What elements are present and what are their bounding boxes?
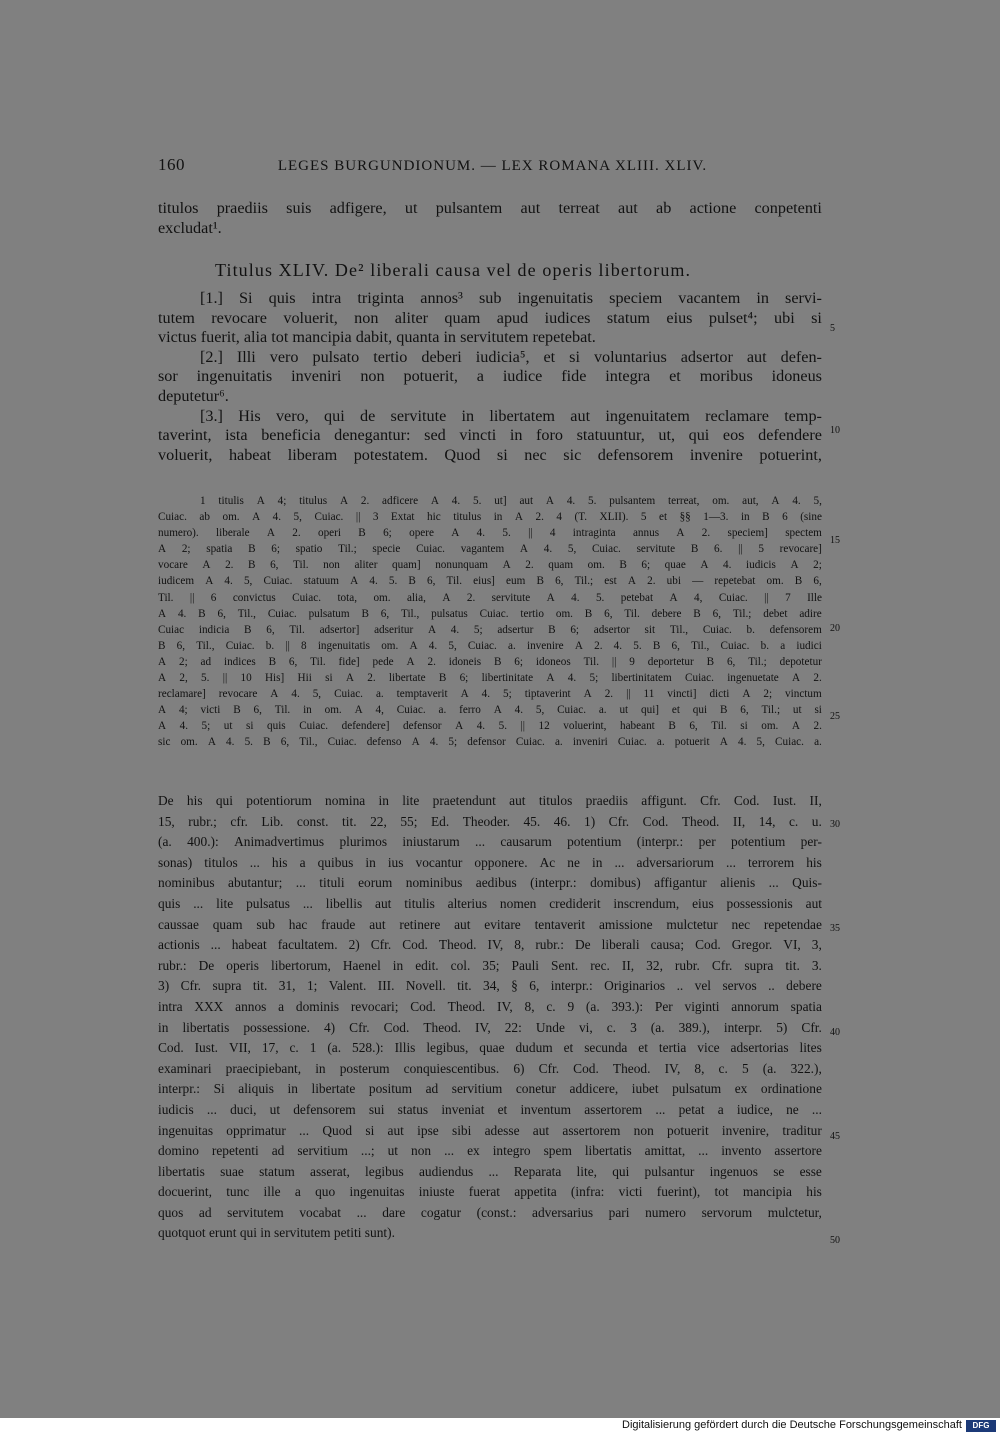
- opening-text: [158, 199, 822, 238]
- text-line: tutem revocare voluerit, non aliter quam apud iudices statum eius pulset⁴; ubi si: [158, 308, 822, 327]
- apparatus-line: A 2; spatia B 6; spatio Til.; specie Cuiac. vagantem A 4. 5, Cuiac. servitute B 6. || 5 revocare]: [158, 543, 822, 556]
- apparatus-line: reclamare] revocare A 4. 5, Cuiac. a. temptaverit A 4. 5; tiptaverint A 2. || 11 vincti] dicti A 2; vinctum: [158, 688, 822, 701]
- apparatus-line: Cuiac indicia B 6, Til. adsertor] adseritur A 4. 5; adsertur B 6; adsertor sit Til., Cuiac. b. defensorem: [158, 623, 822, 636]
- note-line: caussae quam sub hac fraude aut retinere aut evitare tentaverit amissione mulctetur nec repetendae: [158, 916, 822, 932]
- text-line: titulos praediis suis adfigere, ut pulsantem aut terreat aut ab actione conpetenti: [158, 199, 822, 217]
- note-line: interpr.: Si aliquis in libertate positum ad servitium conetur addicere, iubet pulsatum ex ordinatione: [158, 1081, 822, 1097]
- apparatus-line: 1 titulis A 4; titulus A 2. adficere A 4. 5. ut] aut A 4. 5. pulsantem terreat, om. aut, A 4. 5,: [200, 495, 822, 507]
- document-page: [158, 155, 840, 1246]
- note-line: libertatis suae statum asserat, legibus audiendus ... Reparata lite, qui pulsantur ingenuos se esse: [158, 1163, 822, 1179]
- note-line: nominibus abutantur; ... tituli eorum nominibus aedibus (interpr.: domibus) affigantur alienis ... Quis-: [158, 875, 822, 891]
- text-line: voluerit, habeat liberam potestatem. Quod si nec sic defensorem invenire potuerint,: [158, 445, 822, 464]
- note-line: actionis ... habeat facultatem. 2) Cfr. Cod. Theod. IV, 8, rubr.: De liberali causa; Cod. Gregor. VI, 3,: [158, 937, 822, 953]
- text-line: [1.] Si quis intra triginta annos³ sub ingenuitatis speciem vacantem in servi-: [200, 289, 822, 307]
- apparatus-line: iudicem A 4. 5, Cuiac. statuum A 4. 5. B 6, Til. eius] eum B 6, Til.; est A 2. ubi — repetebat om. B 6,: [158, 575, 822, 588]
- line-number: 30: [830, 819, 840, 830]
- note-line: docuerint, tunc ille a quo ingenuitas iniuste fuerat appetita (infra: victi fuerint), tot mancipia his: [158, 1184, 822, 1200]
- footer-bar: [0, 1418, 1000, 1434]
- text-line: victus fuerit, alia tot mancipia dabit, quanta in servitutem repetebat.: [158, 328, 596, 347]
- line-number: 20: [830, 623, 840, 634]
- note-line: 3) Cfr. supra tit. 31, 1; Valent. III. Novell. tit. 34, § 6, interpr.: Originarios .. vel servos .. debere: [158, 978, 822, 994]
- note-line: intra XXX annos a dominis revocari; Cod. Theod. IV, 8, c. 9 (a. 393.): Per viginti annorum spatia: [158, 998, 822, 1014]
- note-line: De his qui potentiorum nomina in lite praetendunt aut titulos praediis affigunt. Cfr. Cod. Iust. II,: [158, 793, 822, 808]
- commentary-notes: [158, 791, 822, 1244]
- critical-apparatus: [158, 493, 822, 751]
- line-number: 25: [830, 711, 840, 722]
- text-line: deputetur⁶.: [158, 386, 229, 405]
- note-line: sonas) titulos ... his a quibus in ius vocantur opponere. Ac ne in ... adversariorum ... terrorem his: [158, 854, 822, 870]
- text-line: [2.] Illi vero pulsato tertio deberi iudicia⁵, et si voluntarius adsertor aut defen-: [200, 347, 822, 366]
- note-line: examinari praecipiebant, in posterum conquiescentibus. 6) Cfr. Cod. Theod. IV, 8, c. 5 (a. 322.),: [158, 1060, 822, 1076]
- apparatus-line: A 2, 5. || 10 His] Hii si A 2. libertate B 6; libertinitate A 4. 5; libertinitatem Cuiac. ingenuetate A 2.: [158, 672, 822, 685]
- note-line: (a. 400.): Animadvertimus plurimos iniustarum ... causarum potentium (interpr.: per potentium per-: [158, 834, 822, 850]
- law-text: [158, 289, 822, 465]
- apparatus-line: sic om. A 4. 5. B 6, Til., Cuiac. defenso A 4. 5; defensor Cuiac. a. inveniri Cuiac. a. potuerit A 4. 5, Cuiac. a.: [158, 736, 822, 749]
- apparatus-line: A 2; ad indices B 6, Til. fide] pede A 2. idoneis B 6; idoneos Til. || 9 deportetur B 6, Til.; depotetur: [158, 655, 822, 668]
- note-line: quotquot erunt qui in servitutem petiti sunt).: [158, 1225, 395, 1241]
- note-line: domino repetenti ad servitium ...; ut non ... ex integro spem libertatis amittat, ... invento assertore: [158, 1143, 822, 1159]
- note-line: Cod. Iust. VII, 17, c. 1 (a. 528.): Illis legibus, quae dudum et secunda et tertia vice adsertorias lites: [158, 1040, 822, 1056]
- dfg-logo: DFG: [966, 1420, 996, 1432]
- text-line: sor ingenuitatis inveniri non potuerit, a iudice fide integra et moribus idoneus: [158, 367, 822, 386]
- funding-credit: Digitalisierung gefördert durch die Deutsche Forschungsgemeinschaft: [622, 1419, 962, 1431]
- line-number: 45: [830, 1131, 840, 1142]
- section-title: Titulus XLIV. De² liberali causa vel de operis libertorum.: [215, 260, 692, 280]
- text-line: excludat¹.: [158, 218, 222, 237]
- line-number: 40: [830, 1027, 840, 1038]
- apparatus-line: A 4. B 6, Til., Cuiac. pulsatum B 6, Til., pulsatus Cuiac. tertio om. B 6, Til. debere B 6, Til.; debet adire: [158, 607, 822, 620]
- apparatus-line: vocare A 2. B 6, Til. non aliter quam] nonunquam A 2. quam om. B 6; quae A 4. iudicis A 2;: [158, 559, 822, 572]
- line-number: 50: [830, 1235, 840, 1246]
- line-number: 10: [830, 425, 840, 436]
- note-line: ingenuitas opprimatur ... Quod si aut ipse sibi adesse aut assertorem non potuerit invenire, traditur: [158, 1122, 822, 1138]
- line-number: 15: [830, 535, 840, 546]
- apparatus-line: Cuiac. ab om. A 4. 5, Cuiac. || 3 Extat hic titulus in A 2. 4 (T. XLII). 5 et §§ 1—3. in B 6 (sine: [158, 511, 822, 524]
- apparatus-line: A 4; victi B 6, Til. in om. A 4, Cuiac. a. ferro A 4. 5, Cuiac. a. ut qui] et qui B 6, Til.; ut si: [158, 704, 822, 717]
- note-line: 15, rubr.; cfr. Lib. const. tit. 22, 55; Ed. Theoder. 45. 46. 1) Cfr. Cod. Theod. II, 14, c. u.: [158, 813, 822, 829]
- apparatus-line: B 6, Til., Cuiac. b. || 8 ingenuitatis om. A 4. 5, Cuiac. a. invenire A 2. 4. 5. B 6, Til., Cuiac. b. a iudici: [158, 639, 822, 652]
- text-line: [3.] His vero, qui de servitute in libertatem aut ingenuitatem reclamare temp-: [200, 406, 822, 425]
- line-number: 5: [830, 323, 835, 334]
- running-header: [158, 155, 822, 175]
- note-line: in libertatis possessione. 4) Cfr. Cod. Theod. IV, 22: Unde vi, c. 3 (a. 389.), interpr. 5) Cfr.: [158, 1019, 822, 1035]
- line-number: 35: [830, 923, 840, 934]
- apparatus-line: A 4. 5; ut si quis Cuiac. defendere] defensor A 4. 5. || 12 voluerint, habeant B 6, Til. si om. A 2.: [158, 720, 822, 733]
- apparatus-line: numero). liberale A 2. operi B 6; opere A 4. 5. || 4 intraginta annus A 2. speciem] spectem: [158, 527, 822, 540]
- running-title: LEGES BURGUNDIONUM. — LEX ROMANA XLIII. XLIV.: [277, 158, 708, 174]
- note-line: iudicis ... duci, ut defensorem sui status inveniat et inventum assertorem ... petat a iudice, ne ...: [158, 1101, 822, 1117]
- apparatus-line: Til. || 6 convictus Cuiac. tota, om. alia, A 2. servitute A 4. 5. petebat A 4, Cuiac. || 7 Ille: [158, 591, 822, 604]
- page-number: 160: [158, 155, 185, 174]
- note-line: quis ... lite pulsatus ... libellis aut titulis alterius nomen crediderit inscrendum, eius possessionis aut: [158, 895, 822, 911]
- text-line: taverint, ista beneficia denegantur: sed vincti in foro statuuntur, ut, qui eos defendere: [158, 426, 822, 445]
- note-line: quos ad servitutem vocabat ... dare cogatur (const.: adversarius pari numero servorum mulctetur,: [158, 1204, 822, 1220]
- note-line: rubr.: De operis libertorum, Haenel in edit. col. 35; Pauli Sent. rec. II, 32, rubr. Cfr. supra tit. 3.: [158, 957, 822, 973]
